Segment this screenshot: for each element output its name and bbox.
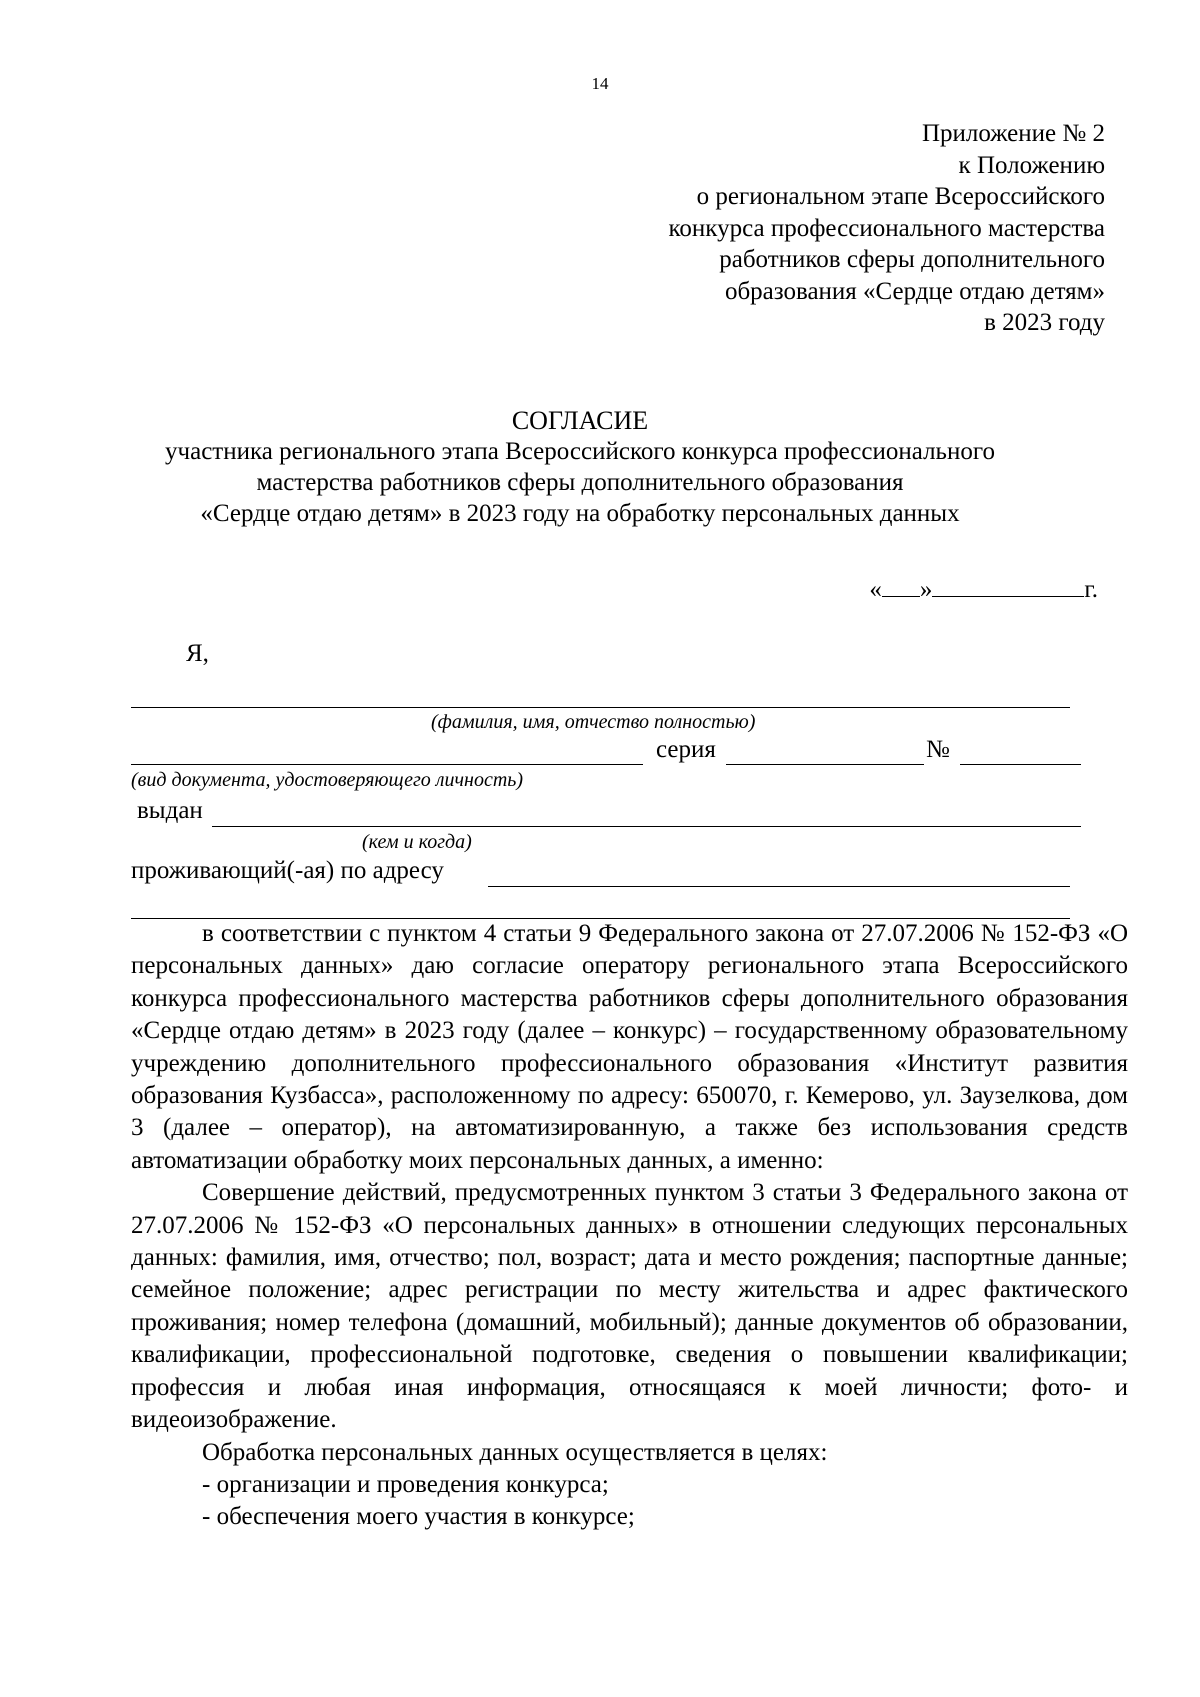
issued-blank-line[interactable] — [212, 826, 1081, 827]
title-main: СОГЛАСИЕ — [511, 406, 649, 435]
list-item: - организации и проведения конкурса; — [202, 1470, 609, 1498]
appendix-line: в 2023 году — [984, 309, 1105, 336]
appendix-line: к Положению — [958, 151, 1105, 179]
date-close-quote: » — [919, 576, 933, 603]
ya-label: Я, — [186, 640, 209, 667]
paragraph: в соответствии с пунктом 4 статьи 9 Федерального закона от 27.07.2006 № 152-ФЗ «О персональных данных» даю согласие оператору регионального этапа Всероссийского конкурса профессионального мастерства работников сферы дополнительного образования «Сердце отдаю детям» в 2023 году (далее – конкурс) – государственному образовательному учреждению дополнительного профессионального образования «Институт развития образования Кузбасса», расположенному по адресу: 650070, г. Кемерово, ул. Заузелкова, дом 3 (далее – оператор), на автоматизированную, а также без использования средств автоматизации обработку моих персональных данных, а именно: — [131, 920, 1128, 1174]
month-year-blank[interactable] — [932, 574, 1084, 597]
day-blank[interactable] — [882, 574, 920, 597]
title-subline: мастерства работников сферы дополнительного образования — [256, 469, 904, 496]
date-field — [869, 574, 1098, 604]
paragraph: Совершение действий, предусмотренных пунктом 3 статьи 3 Федерального закона от 27.07.2006 № 152-ФЗ «О персональных данных» в отношении следующих персональных данных: фамилия, имя, отчество; пол, возраст; дата и место рождения; паспортные данные; семейное положение; адрес регистрации по месту жительства и адрес фактического проживания; номер телефона (домашний, мобильный); данные документов об образовании, квалификации, профессиональной подготовке, сведения о повышении квалификации; профессия и любая иная информация, относящаяся к моей личности; фото- и видеоизображение. — [131, 1179, 1128, 1434]
page-number: 14 — [591, 74, 609, 93]
appendix-line: конкурса профессионального мастерства — [668, 214, 1105, 242]
list-item: - обеспечения моего участия в конкурсе; — [202, 1503, 635, 1531]
appendix-line: о региональном этапе Всероссийского — [696, 183, 1105, 210]
series-blank-line[interactable] — [726, 764, 924, 765]
number-label: № — [926, 736, 950, 763]
address-blank-line[interactable] — [488, 886, 1070, 887]
fio-blank-line[interactable] — [131, 707, 1070, 708]
fio-caption: (фамилия, имя, отчество полностью) — [431, 711, 756, 733]
appendix-line: Приложение № 2 — [921, 120, 1105, 147]
issued-label: выдан — [137, 797, 203, 824]
document-caption: (вид документа, удостоверяющего личность) — [131, 769, 524, 791]
consent-body — [131, 918, 1128, 1534]
address-label: проживающий(-ая) по адресу — [131, 857, 444, 884]
title-subline: участника регионального этапа Всероссийского конкурса профессионального — [165, 438, 995, 465]
series-label: серия — [656, 736, 716, 763]
date-open-quote: « — [869, 576, 882, 603]
number-blank-line[interactable] — [960, 764, 1081, 765]
issued-caption: (кем и когда) — [362, 831, 472, 853]
appendix-line: образования «Сердце отдаю детям» — [724, 277, 1105, 305]
paragraph: Обработка персональных данных осуществляется в целях: — [202, 1438, 828, 1466]
document-type-blank-line[interactable] — [131, 764, 643, 765]
title-subline: «Сердце отдаю детям» в 2023 году на обработку персональных данных — [200, 500, 960, 527]
appendix-line: работников сферы дополнительного — [719, 246, 1105, 273]
appendix-header — [669, 118, 1105, 339]
document-title — [0, 405, 1160, 529]
date-year-suffix: г. — [1084, 576, 1098, 603]
